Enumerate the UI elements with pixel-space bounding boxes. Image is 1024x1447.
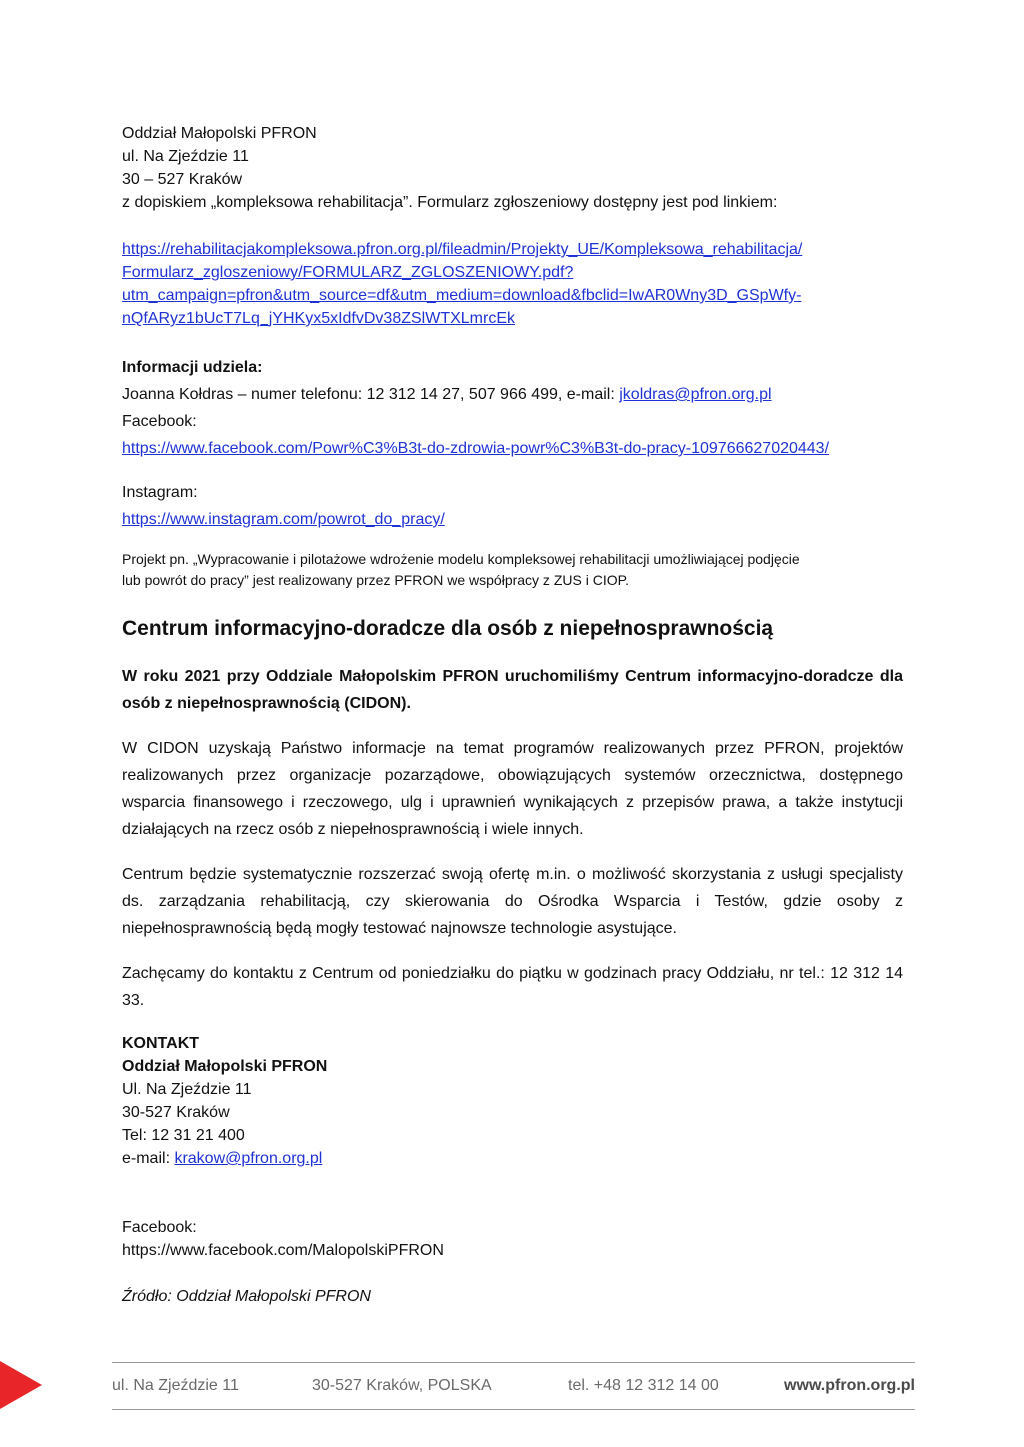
kontakt-facebook-url: https://www.facebook.com/MalopolskiPFRON: [122, 1242, 444, 1259]
page-footer: [112, 1362, 915, 1410]
kontakt-block: [122, 1032, 903, 1262]
project-note-line-1: Projekt pn. „Wypracowanie i pilotażowe wdrożenie modelu kompleksowej rehabilitacji umożliwiającej podjęcie: [122, 551, 800, 567]
footer-address: ul. Na Zjeździe 11: [112, 1377, 239, 1394]
info-block: [122, 354, 903, 533]
info-facebook-link[interactable]: https://www.facebook.com/Powr%C3%B3t-do-zdrowia-powr%C3%B3t-do-pracy-109766627020443/: [122, 440, 830, 457]
info-instagram-label: Instagram:: [122, 484, 198, 501]
info-facebook-label: Facebook:: [122, 413, 197, 430]
info-instagram-link[interactable]: https://www.instagram.com/powrot_do_pracy/: [122, 511, 445, 528]
form-link-part-3[interactable]: utm_campaign=pfron&utm_source=df&utm_medium=download&fbclid=IwAR0Wny3D_GSpWfy-: [122, 287, 802, 304]
address-line-org: Oddział Małopolski PFRON: [122, 125, 317, 142]
kontakt-heading: KONTAKT: [122, 1035, 200, 1052]
section-lead: W roku 2021 przy Oddziale Małopolskim PFRON uruchomiliśmy Centrum informacyjno-doradcze dla osób z niepełnosprawnością (CIDON).: [122, 668, 903, 712]
form-link-part-2[interactable]: Formularz_zgloszeniowy/FORMULARZ_ZGLOSZENIOWY.pdf?: [122, 264, 574, 281]
kontakt-email-label: e-mail:: [122, 1150, 175, 1167]
footer-tel: tel. +48 12 312 14 00: [568, 1377, 719, 1394]
info-email-link[interactable]: jkoldras@pfron.org.pl: [619, 386, 772, 403]
source-note: Źródło: Oddział Małopolski PFRON: [122, 1288, 371, 1305]
form-link-block: [122, 238, 903, 330]
footer-city: 30-527 Kraków, POLSKA: [312, 1377, 492, 1394]
address-block: [122, 122, 903, 214]
form-link-part-1[interactable]: https://rehabilitacjakompleksowa.pfron.org.pl/fileadmin/Projekty_UE/Kompleksowa_rehabilitacja/: [122, 241, 803, 258]
kontakt-tel: Tel: 12 31 21 400: [122, 1127, 245, 1144]
document-content: [122, 122, 903, 1308]
kontakt-facebook-label: Facebook:: [122, 1219, 197, 1236]
accent-triangle: [0, 1361, 42, 1409]
kontakt-city: 30-527 Kraków: [122, 1104, 230, 1121]
project-note-line-2: lub powrót do pracy” jest realizowany przez PFRON we współpracy z ZUS i CIOP.: [122, 572, 630, 588]
project-note: [122, 549, 903, 591]
footer-website: www.pfron.org.pl: [784, 1377, 915, 1394]
form-link-part-4[interactable]: nQfARyz1bUcT7Lq_jYHKyx5xIdfvDv38ZSlWTXLmrcEk: [122, 310, 515, 327]
kontakt-street: Ul. Na Zjeździe 11: [122, 1081, 252, 1098]
section-paragraph-1: W CIDON uzyskają Państwo informacje na temat programów realizowanych przez PFRON, projektów realizowanych przez organizacje pozarządowe, obowiązujących systemów orzecznictwa, dostępnego wsparcia finansowego i rzeczowego, ulg i uprawnień wynikających z przepisów prawa, a także instytucji działających na rzecz osób z niepełnosprawnością i wiele innych.: [122, 740, 903, 838]
address-line-city: 30 – 527 Kraków: [122, 171, 243, 188]
kontakt-email: [122, 1147, 903, 1170]
info-heading: Informacji udziela:: [122, 359, 263, 376]
section-paragraph-3: Zachęcamy do kontaktu z Centrum od poniedziałku do piątku w godzinach pracy Oddziału, nr tel.: 12 312 14 33.: [122, 965, 903, 1009]
section-paragraph-2: Centrum będzie systematycznie rozszerzać swoją ofertę m.in. o możliwość skorzystania z usługi specjalisty ds. zarządzania rehabilitacją, czy skierowania do Ośrodka Wsparcia i Testów, gdzie osoby z niepełnosprawnością będą mogły testować najnowsze technologie asystujące.: [122, 866, 903, 937]
info-contact: [122, 381, 903, 408]
info-contact-text: Joanna Kołdras – numer telefonu: 12 312 14 27, 507 966 499, e-mail:: [122, 386, 620, 403]
address-line-street: ul. Na Zjeździe 11: [122, 148, 249, 165]
section-title: Centrum informacyjno-doradcze dla osób z niepełnosprawnością: [122, 617, 774, 640]
kontakt-org: Oddział Małopolski PFRON: [122, 1058, 328, 1075]
address-line-note: z dopiskiem „kompleksowa rehabilitacja”. Formularz zgłoszeniowy dostępny jest pod linkiem:: [122, 194, 778, 211]
kontakt-email-link[interactable]: krakow@pfron.org.pl: [174, 1150, 323, 1167]
